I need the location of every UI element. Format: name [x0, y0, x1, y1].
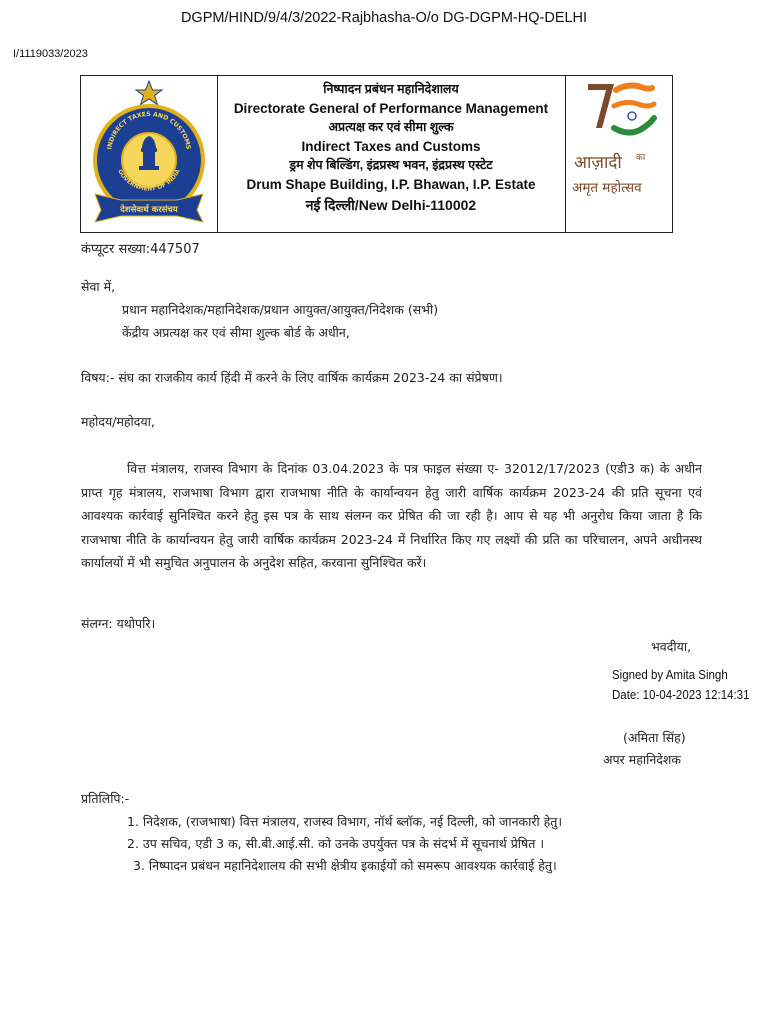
- azadi-ka-amrit-mahotsav-logo-icon: [566, 76, 672, 232]
- azadi-text: आज़ादी: [574, 153, 622, 173]
- city-line: नई दिल्ली/New Delhi-110002: [305, 197, 477, 213]
- signature-date: Date: 10-04-2023 12:14:31: [612, 688, 750, 702]
- file-number: DGPM/HIND/9/4/3/2022-Rajbhasha-O/o DG-DGPM-HQ-DELHI: [180, 10, 588, 26]
- emblem-text-bottom: GOVERNMENT OF INDIA: [116, 168, 182, 193]
- org-name-english: Directorate General of Performance Management: [233, 101, 549, 116]
- address-salutation: सेवा में,: [81, 279, 116, 294]
- reference-number: I/1119033/2023: [13, 48, 88, 60]
- signed-by: Signed by Amita Singh: [612, 668, 728, 682]
- digital-signature: [612, 665, 749, 705]
- dept-name-english: Indirect Taxes and Customs: [301, 139, 481, 154]
- emblem-ribbon-text: देशसेवार्थ करसंचय: [120, 205, 178, 215]
- cbic-emblem-icon: [81, 76, 217, 232]
- signatory-designation: अपर महानिदेशक: [603, 752, 681, 767]
- azadi-logo-cell: [566, 76, 672, 232]
- copy-to-item: 2. उप सचिव, एडी 3 क, सी.बी.आई.सी. को उनके उपर्युक्त पत्र के संदर्भ में सूचनार्थ प्रेषित ।: [127, 836, 545, 851]
- address-hindi: ड्रम शेप बिल्डिंग, इंद्रप्रस्थ भवन, इंद्रप्रस्थ एस्टेट: [289, 158, 493, 172]
- copy-to-item: 1. निदेशक, (राजभाषा) वित्त मंत्रालय, राजस्व विभाग, नॉर्थ ब्लॉक, नई दिल्ली, को जानकारी हेतु।: [127, 814, 563, 829]
- emblem-text-top: INDIRECT TAXES AND CUSTOMS: [106, 110, 192, 151]
- letterhead: [80, 75, 673, 233]
- org-name-hindi: निष्पादन प्रबंधन महानिदेशालय: [323, 82, 459, 96]
- address-line-2: केंद्रीय अप्रत्यक्ष कर एवं सीमा शुल्क बोर्ड के अधीन,: [122, 325, 350, 340]
- signatory-name: (अमिता सिंह): [623, 730, 686, 745]
- closing: भवदीया,: [651, 639, 692, 654]
- copy-to-heading: प्रतिलिपि:-: [81, 791, 130, 806]
- subject-line: विषय:- संघ का राजकीय कार्य हिंदी में करने के लिए वार्षिक कार्यक्रम 2023-24 का संप्रेषण।: [81, 370, 503, 385]
- body-paragraph-text: वित्त मंत्रालय, राजस्व विभाग के दिनांक 03.04.2023 के पत्र फाइल संख्या ए- 32012/17/2023 (एडी3 क) के अधीन प्राप्त गृह मंत्रालय, राजभाषा विभाग द्वारा राजभाषा नीति के कार्यान्वयन हेतु जारी वार्षिक कार्यक्रम 2023-24 की प्रति सूचना एवं आवश्यक कार्रवाई सुनिश्चित करने हेतु इस पत्र के साथ संलग्न कर प्रेषित की जा रही है। आप से यह भी अनुरोध किया जाता है कि राजभाषा नीति के कार्यान्वयन हेतु जारी वार्षिक कार्यक्रम 2023-24 में निर्धारित किए गए लक्ष्यों की प्रति का परिचालन, अपने अधीनस्थ कार्यालयों में भी समुचित अनुपालन के अनुदेश सहित, करवाना सुनिश्चित करें।: [81, 461, 702, 570]
- amrit-mahotsav-text: अमृत महोत्सव: [572, 180, 642, 196]
- letterhead-text: [217, 76, 566, 232]
- enclosure-line: संलग्न: यथोपरि।: [81, 616, 156, 631]
- body-paragraph: [81, 457, 702, 575]
- azadi-ka-text: का: [636, 153, 646, 163]
- address-line-1: प्रधान महानिदेशक/महानिदेशक/प्रधान आयुक्त/आयुक्त/निदेशक (सभी): [122, 302, 439, 317]
- greeting: महोदय/महोदया,: [81, 414, 155, 429]
- dept-name-hindi: अप्रत्यक्ष कर एवं सीमा शुल्क: [328, 120, 454, 134]
- computer-number: कंप्यूटर सख्या:447507: [81, 242, 200, 257]
- cbic-emblem-cell: [81, 76, 218, 232]
- copy-to-item: 3. निष्पादन प्रबंधन महानिदेशालय की सभी क्षेत्रीय इकाईयों को समरूप आवश्यक कार्रवाई हेतु।: [133, 858, 557, 873]
- address-english: Drum Shape Building, I.P. Bhawan, I.P. Estate: [246, 177, 536, 192]
